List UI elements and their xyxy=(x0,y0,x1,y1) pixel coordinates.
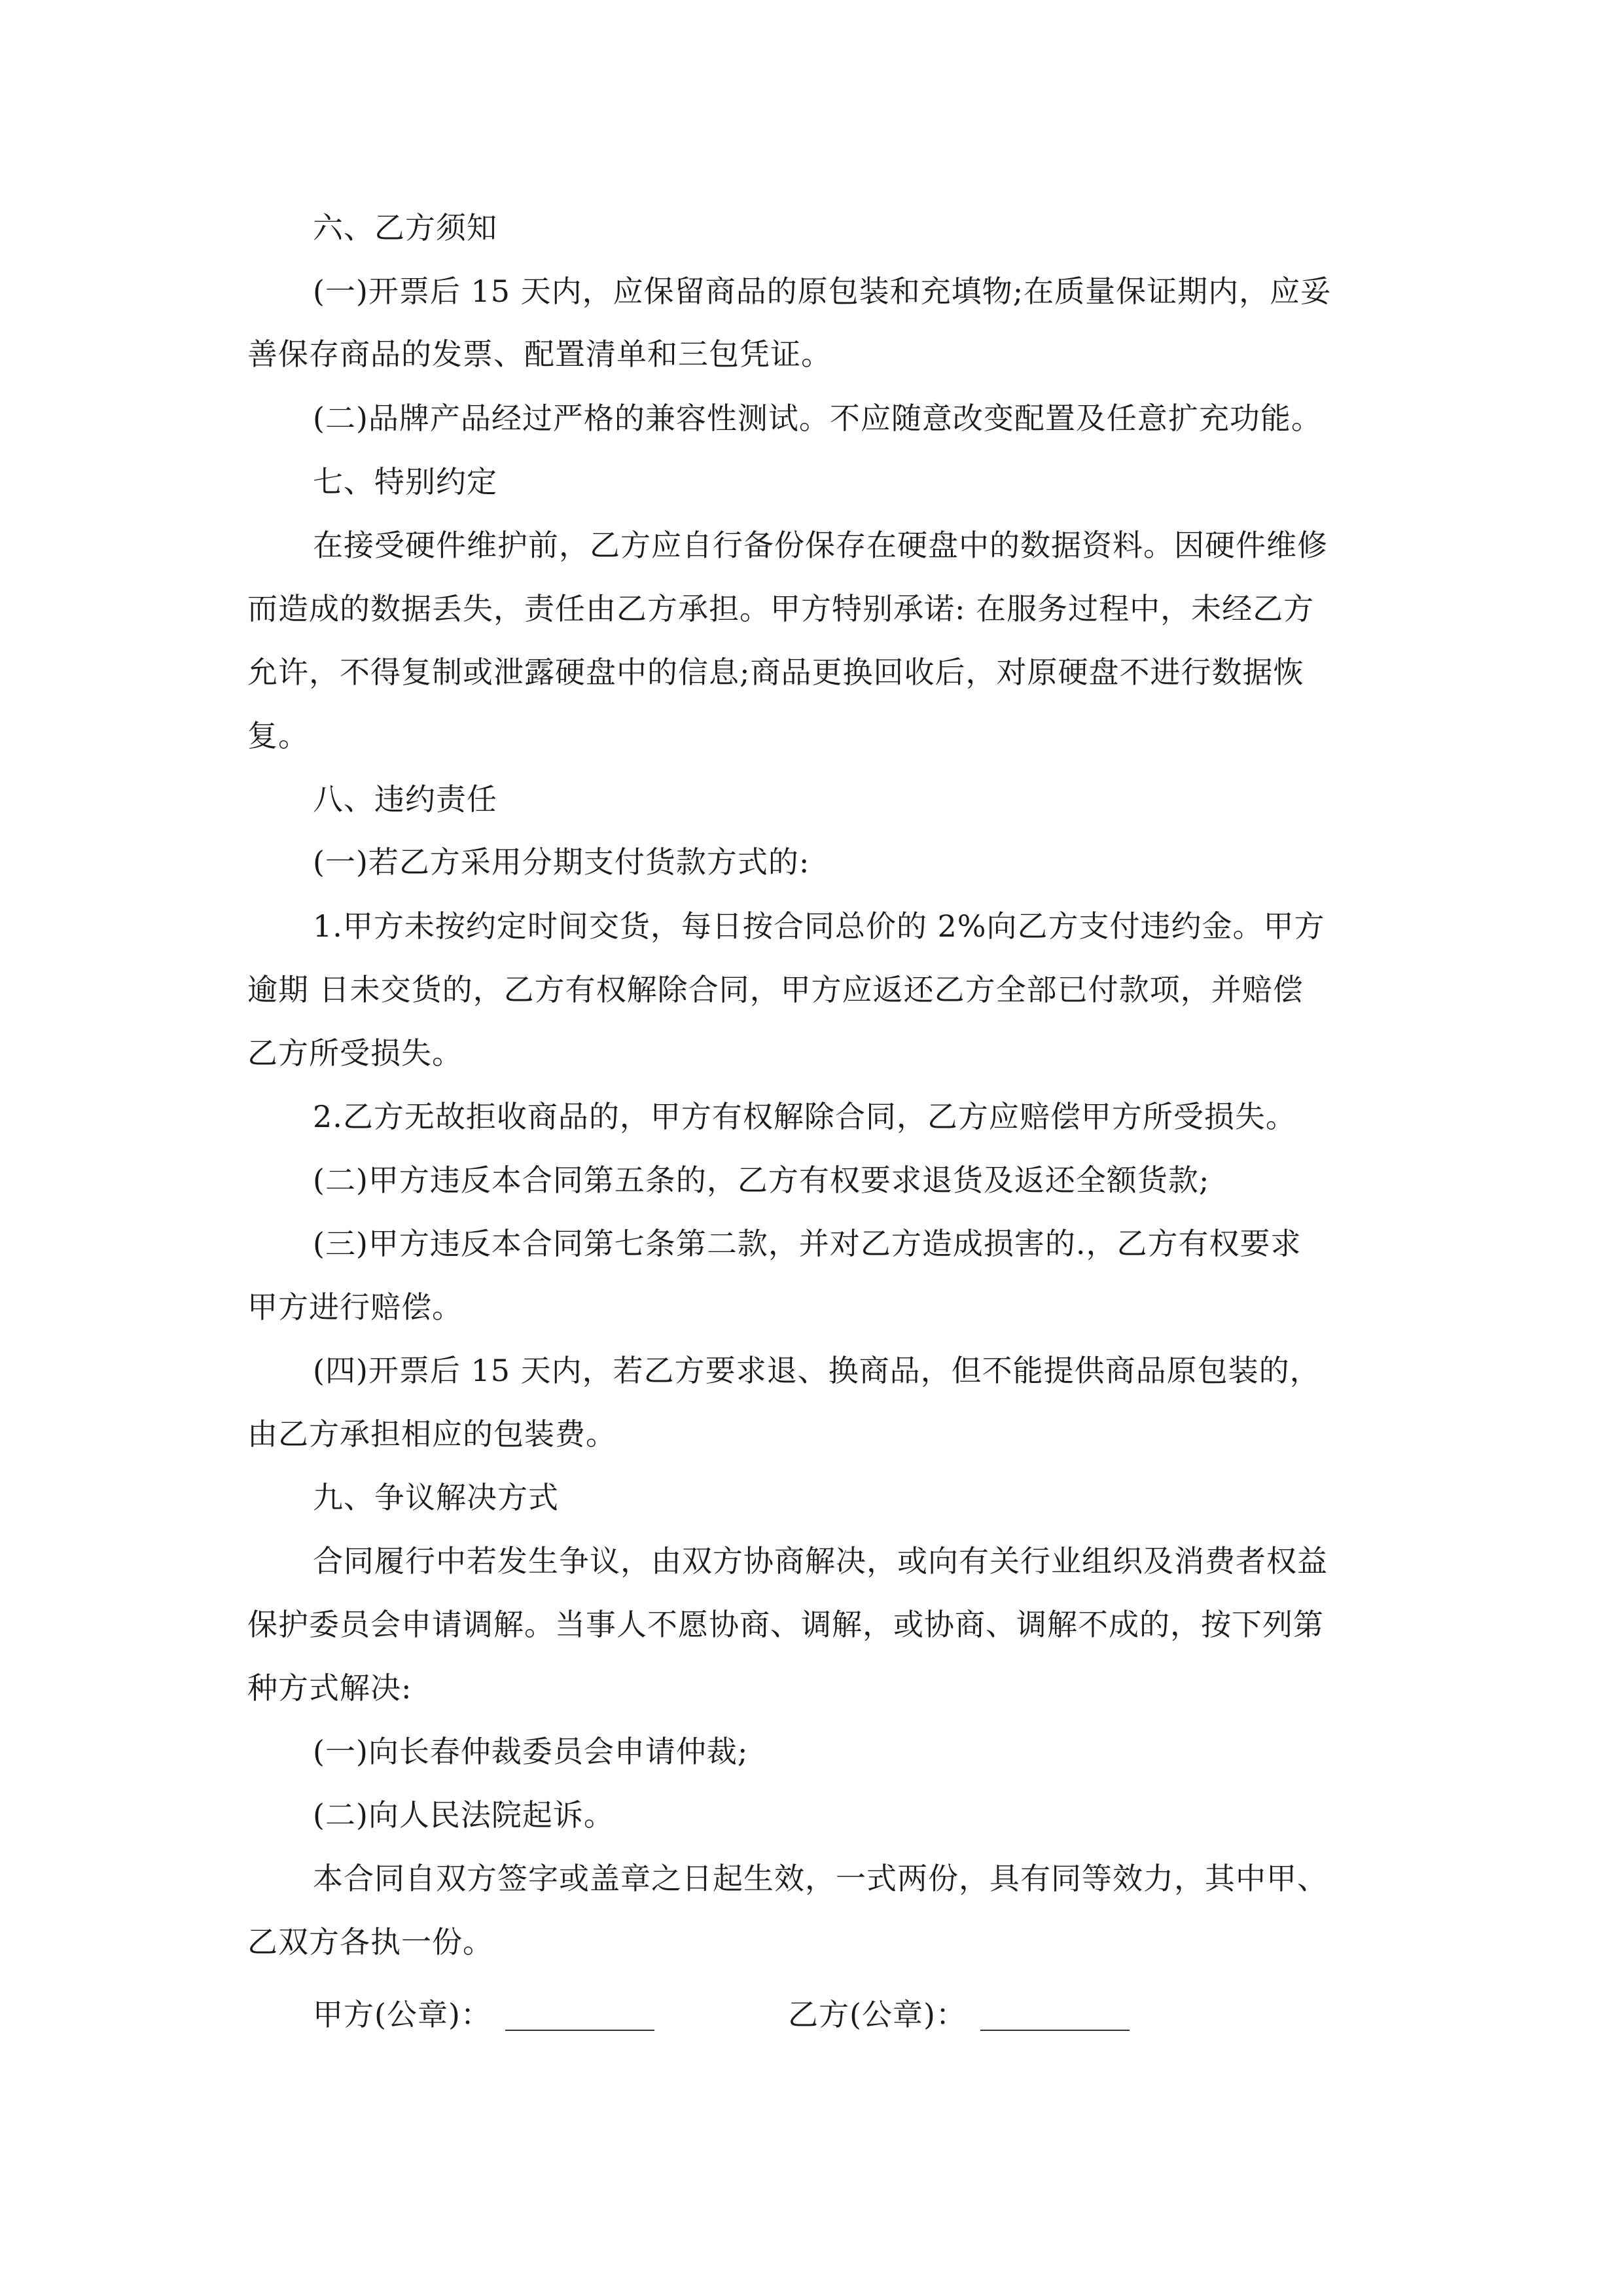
party-b-signature-label: 乙方(公章)： xyxy=(788,1997,967,2032)
text-line: (二)品牌产品经过严格的兼容性测试。不应随意改变配置及任意扩充功能。 xyxy=(313,401,1322,436)
text-line: (二)向人民法院起诉。 xyxy=(313,1797,615,1833)
text-line: 乙双方各执一份。 xyxy=(247,1924,493,1960)
text-line: 善保存商品的发票、配置清单和三包凭证。 xyxy=(247,336,832,372)
text-line: (一)开票后 15 天内，应保留商品的原包装和充填物;在质量保证期内，应妥 xyxy=(313,274,1332,309)
text-line: 允许，不得复制或泄露硬盘中的信息;商品更换回收后，对原硬盘不进行数据恢 xyxy=(247,655,1304,690)
text-line: 在接受硬件维护前，乙方应自行备份保存在硬盘中的数据资料。因硬件维修 xyxy=(313,528,1328,563)
text-line: (二)甲方违反本合同第五条的，乙方有权要求退货及返还全额货款; xyxy=(313,1162,1210,1198)
party-a-signature-label: 甲方(公章)： xyxy=(313,1997,491,2032)
text-line: 六、乙方须知 xyxy=(313,210,497,245)
text-line: 逾期 日未交货的，乙方有权解除合同，甲方应返还乙方全部已付款项，并赔偿 xyxy=(247,972,1304,1007)
text-line: 合同履行中若发生争议，由双方协商解决，或向有关行业组织及消费者权益 xyxy=(313,1543,1328,1579)
text-line: 而造成的数据丢失，责任由乙方承担。甲方特别承诺: 在服务过程中，未经乙方 xyxy=(247,591,1315,626)
text-line: 七、特别约定 xyxy=(313,464,497,499)
text-line: 种方式解决: xyxy=(247,1670,412,1706)
text-line: 2.乙方无故拒收商品的，甲方有权解除合同，乙方应赔偿甲方所受损失。 xyxy=(313,1099,1296,1134)
text-line: 甲方进行赔偿。 xyxy=(247,1289,463,1325)
party-a-signature-blank xyxy=(505,2030,654,2031)
text-line: (一)若乙方采用分期支付货款方式的: xyxy=(313,844,810,880)
text-line: 1.甲方未按约定时间交货，每日按合同总价的 2%向乙方支付违约金。甲方 xyxy=(313,908,1325,944)
text-line: 由乙方承担相应的包装费。 xyxy=(247,1416,616,1452)
text-line: 九、争议解决方式 xyxy=(313,1480,559,1515)
text-line: 乙方所受损失。 xyxy=(247,1035,463,1071)
party-b-signature-blank xyxy=(980,2030,1130,2031)
text-line: (三)甲方违反本合同第七条第二款，并对乙方造成损害的.，乙方有权要求 xyxy=(313,1226,1302,1261)
text-line: 本合同自双方签字或盖章之日起生效，一式两份，具有同等效力，其中甲、 xyxy=(313,1861,1328,1896)
text-line: (四)开票后 15 天内，若乙方要求退、换商品，但不能提供商品原包装的， xyxy=(313,1353,1321,1388)
text-line: (一)向长春仲裁委员会申请仲裁; xyxy=(313,1734,749,1769)
text-line: 八、违约责任 xyxy=(313,781,497,817)
text-line: 复。 xyxy=(247,718,309,753)
text-line: 保护委员会申请调解。当事人不愿协商、调解，或协商、调解不成的，按下列第 xyxy=(247,1607,1324,1642)
